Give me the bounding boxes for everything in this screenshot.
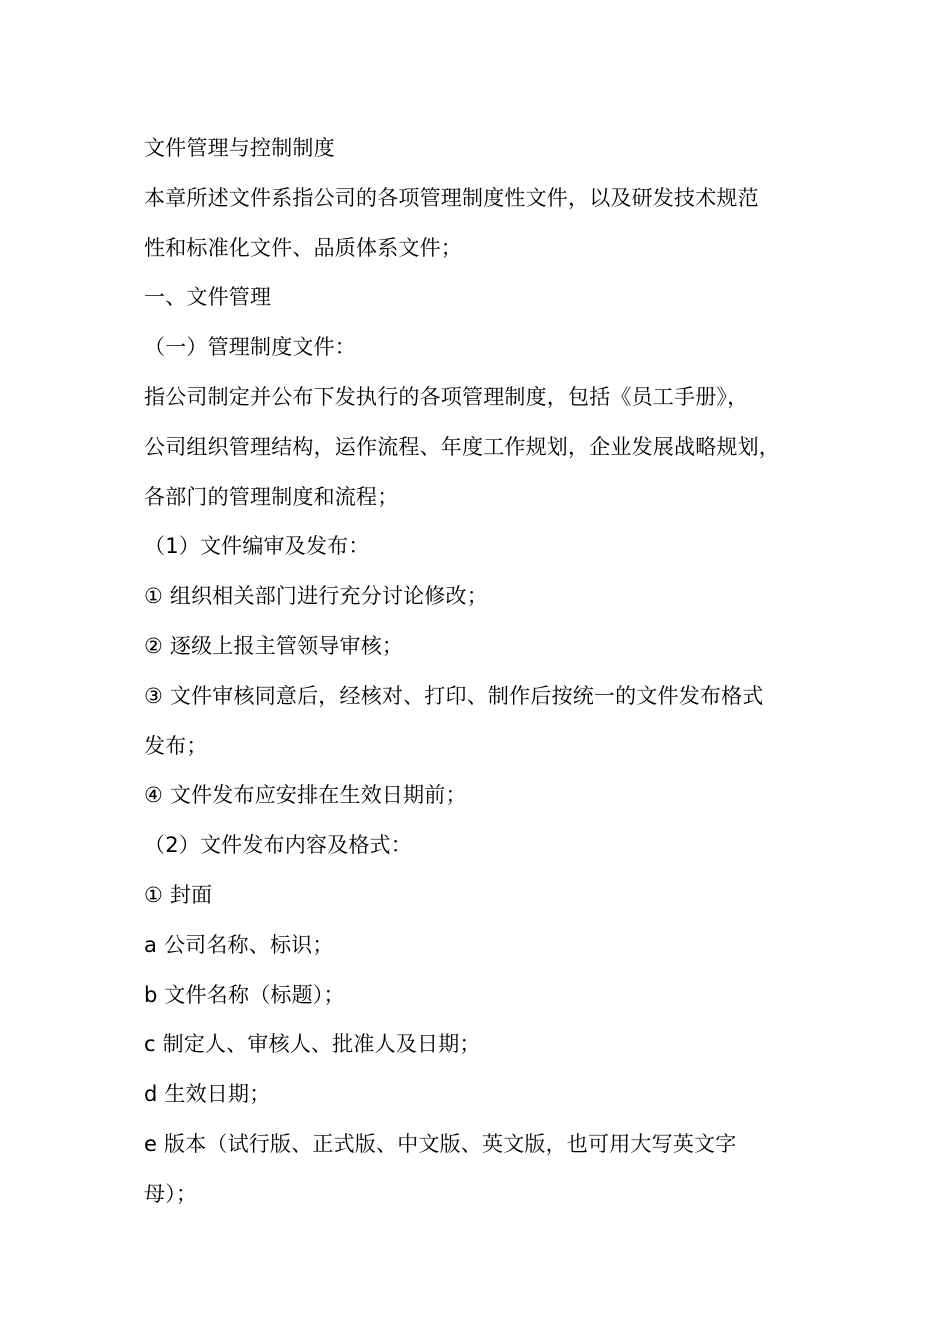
list-item: ④ 文件发布应安排在生效日期前； [144,783,467,808]
list-item: e 版本（试行版、正式版、中文版、英文版，也可用大写英文字 [144,1131,737,1156]
list-item-continuation: 发布； [144,733,208,758]
item-heading: （1）文件编审及发布： [144,534,370,559]
document-body [144,124,844,1220]
list-item: d 生效日期； [144,1082,271,1107]
list-item: ① 封面 [144,882,213,907]
document-title: 文件管理与控制制度 [144,136,335,160]
paragraph-line: 公司组织管理结构，运作流程、年度工作规划，企业发展战略规划， [144,434,780,459]
item-heading: （2）文件发布内容及格式： [144,833,412,858]
paragraph-line: 本章所述文件系指公司的各项管理制度性文件，以及研发技术规范 [144,185,759,210]
list-item: b 文件名称（标题）； [144,982,345,1007]
list-item: ③ 文件审核同意后，经核对、打印、制作后按统一的文件发布格式 [144,683,764,708]
list-item-continuation: 母）； [144,1181,198,1206]
list-item: ① 组织相关部门进行充分讨论修改； [144,584,488,609]
paragraph-line: 各部门的管理制度和流程； [144,484,399,509]
list-item: a 公司名称、标识； [144,932,334,957]
paragraph-line: 指公司制定并公布下发执行的各项管理制度，包括《员工手册》， [144,384,749,409]
list-item: c 制定人、审核人、批准人及日期； [144,1032,481,1057]
paragraph-line: 性和标准化文件、品质体系文件； [144,235,462,260]
subsection-heading: （一）管理制度文件： [144,335,356,360]
list-item: ② 逐级上报主管领导审核； [144,633,404,658]
section-heading: 一、文件管理 [144,285,272,310]
